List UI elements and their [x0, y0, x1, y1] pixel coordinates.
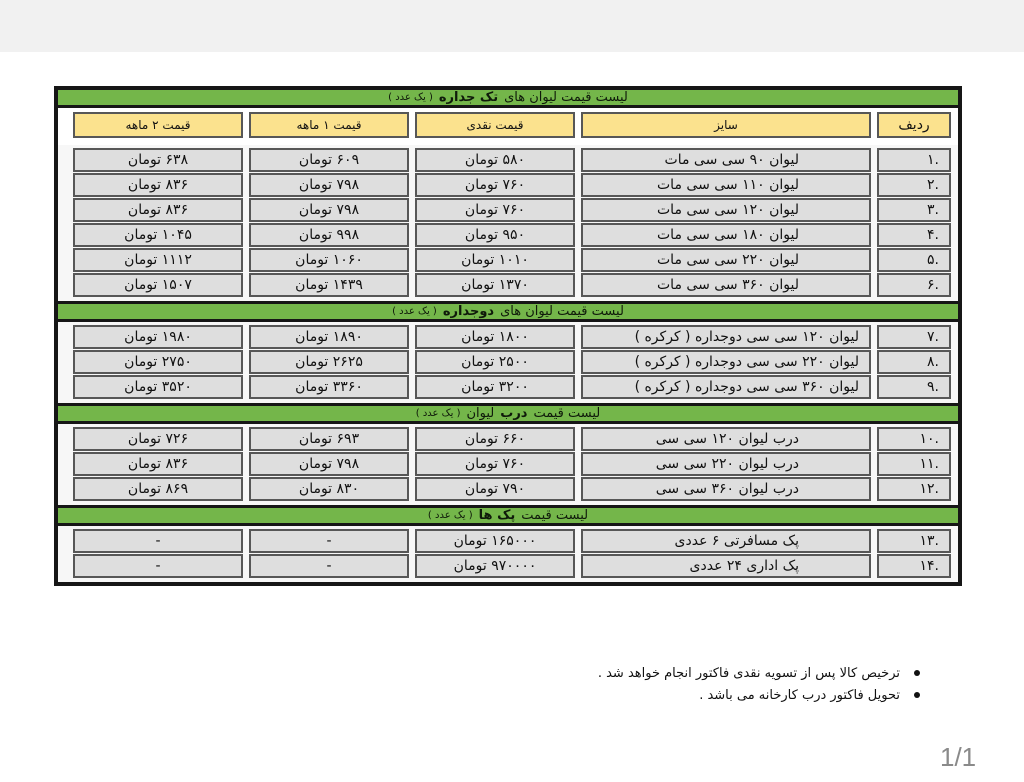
row-two-month-price: ۸۶۹ تومان [73, 477, 243, 501]
row-index: .۱۴ [877, 554, 951, 578]
section-rows-lids [58, 424, 958, 505]
row-cash-price: ۲۵۰۰ تومان [415, 350, 575, 374]
section-title-suffix: لیوان [466, 406, 495, 421]
row-cash-price: ۷۶۰ تومان [415, 173, 575, 197]
table-row [62, 427, 954, 451]
section-title-bold: دوجداره [442, 304, 495, 319]
section-rows-single-wall [58, 145, 958, 301]
row-index: .۵ [877, 248, 951, 272]
section-title: لیست قیمت لیوان های [500, 304, 624, 319]
price-table [54, 86, 962, 586]
row-two-month-price: ۸۳۶ تومان [73, 173, 243, 197]
row-size: لیوان ۱۲۰ سی سی مات [581, 198, 871, 222]
row-two-month-price: ۱۱۱۲ تومان [73, 248, 243, 272]
row-index: .۸ [877, 350, 951, 374]
section-header-double-wall [58, 301, 958, 322]
row-one-month-price: ۲۶۲۵ تومان [249, 350, 409, 374]
bullet-icon [914, 692, 920, 698]
col-header-index: ردیف [877, 112, 951, 138]
section-title-bold: درب [500, 406, 528, 421]
row-two-month-price: ۱۹۸۰ تومان [73, 325, 243, 349]
row-two-month-price: - [73, 554, 243, 578]
row-cash-price: ۵۸۰ تومان [415, 148, 575, 172]
table-row [62, 477, 954, 501]
row-one-month-price: - [249, 554, 409, 578]
col-header-two-months: قیمت ۲ ماهه [73, 112, 243, 138]
col-header-size: سایز [581, 112, 871, 138]
row-size: لیوان ۱۱۰ سی سی مات [581, 173, 871, 197]
viewer-top-bar [0, 0, 1024, 52]
section-title-bold: پک ها [478, 508, 516, 523]
section-unit: ( یک عدد ) [427, 510, 473, 521]
row-one-month-price: ۶۰۹ تومان [249, 148, 409, 172]
table-row [62, 148, 954, 172]
table-row [62, 273, 954, 297]
row-size: درب لیوان ۲۲۰ سی سی [581, 452, 871, 476]
row-cash-price: ۱۳۷۰ تومان [415, 273, 575, 297]
table-row [62, 554, 954, 578]
row-two-month-price: ۱۰۴۵ تومان [73, 223, 243, 247]
row-cash-price: ۷۶۰ تومان [415, 198, 575, 222]
row-one-month-price: ۸۳۰ تومان [249, 477, 409, 501]
section-title: لیست قیمت [533, 406, 601, 421]
row-size: پک اداری ۲۴ عددی [581, 554, 871, 578]
row-two-month-price: ۷۲۶ تومان [73, 427, 243, 451]
row-index: .۱۲ [877, 477, 951, 501]
row-size: لیوان ۱۲۰ سی سی دوجداره ( کرکره ) [581, 325, 871, 349]
row-index: .۹ [877, 375, 951, 399]
row-size: لیوان ۲۲۰ سی سی مات [581, 248, 871, 272]
row-size: درب لیوان ۳۶۰ سی سی [581, 477, 871, 501]
row-index: .۴ [877, 223, 951, 247]
row-index: .۲ [877, 173, 951, 197]
row-cash-price: ۱۸۰۰ تومان [415, 325, 575, 349]
row-index: .۱ [877, 148, 951, 172]
row-one-month-price: ۷۹۸ تومان [249, 452, 409, 476]
row-index: .۶ [877, 273, 951, 297]
row-one-month-price: ۶۹۳ تومان [249, 427, 409, 451]
note-text: ترخیص کالا پس از تسویه نقدی فاکتور انجام خواهد شد . [597, 665, 900, 681]
row-size: درب لیوان ۱۲۰ سی سی [581, 427, 871, 451]
section-unit: ( یک عدد ) [415, 408, 461, 419]
row-one-month-price: ۱۴۳۹ تومان [249, 273, 409, 297]
row-cash-price: ۷۹۰ تومان [415, 477, 575, 501]
col-header-one-month: قیمت ۱ ماهه [249, 112, 409, 138]
table-row [62, 223, 954, 247]
row-cash-price: ۱۶۵۰۰۰ تومان [415, 529, 575, 553]
row-two-month-price: ۸۳۶ تومان [73, 198, 243, 222]
row-one-month-price: ۷۹۸ تومان [249, 198, 409, 222]
row-size: لیوان ۹۰ سی سی مات [581, 148, 871, 172]
section-header-lids [58, 403, 958, 424]
section-unit: ( یک عدد ) [392, 306, 437, 317]
row-one-month-price: ۱۰۶۰ تومان [249, 248, 409, 272]
row-size: لیوان ۲۲۰ سی سی دوجداره ( کرکره ) [581, 350, 871, 374]
row-two-month-price: ۸۳۶ تومان [73, 452, 243, 476]
table-row [62, 452, 954, 476]
list-item [560, 662, 920, 684]
row-cash-price: ۶۶۰ تومان [415, 427, 575, 451]
row-index: .۷ [877, 325, 951, 349]
row-index: .۱۱ [877, 452, 951, 476]
page-indicator: 1/1 [940, 742, 977, 772]
section-header-packs [58, 505, 958, 526]
table-row [62, 529, 954, 553]
table-row [62, 325, 954, 349]
row-size: لیوان ۳۶۰ سی سی مات [581, 273, 871, 297]
row-size: لیوان ۱۸۰ سی سی مات [581, 223, 871, 247]
row-one-month-price: - [249, 529, 409, 553]
row-two-month-price: - [73, 529, 243, 553]
table-row [62, 350, 954, 374]
row-index: .۱۳ [877, 529, 951, 553]
table-row [62, 173, 954, 197]
row-cash-price: ۷۶۰ تومان [415, 452, 575, 476]
row-cash-price: ۳۲۰۰ تومان [415, 375, 575, 399]
row-two-month-price: ۶۳۸ تومان [73, 148, 243, 172]
row-index: .۱۰ [877, 427, 951, 451]
table-row [62, 375, 954, 399]
row-two-month-price: ۳۵۲۰ تومان [73, 375, 243, 399]
section-header-single-wall [58, 90, 958, 108]
section-title: لیست قیمت لیوان های [504, 90, 628, 105]
row-one-month-price: ۳۳۶۰ تومان [249, 375, 409, 399]
row-size: لیوان ۳۶۰ سی سی دوجداره ( کرکره ) [581, 375, 871, 399]
table-row [62, 248, 954, 272]
footnotes [560, 662, 920, 706]
row-index: .۳ [877, 198, 951, 222]
row-cash-price: ۹۷۰۰۰۰ تومان [415, 554, 575, 578]
column-header-row [58, 108, 958, 144]
section-rows-packs [58, 526, 958, 582]
section-title-bold: تک جداره [438, 90, 499, 105]
row-cash-price: ۱۰۱۰ تومان [415, 248, 575, 272]
table-row [62, 198, 954, 222]
row-cash-price: ۹۵۰ تومان [415, 223, 575, 247]
note-text: تحویل فاکتور درب کارخانه می باشد . [699, 687, 900, 703]
row-one-month-price: ۱۸۹۰ تومان [249, 325, 409, 349]
row-one-month-price: ۹۹۸ تومان [249, 223, 409, 247]
row-one-month-price: ۷۹۸ تومان [249, 173, 409, 197]
bullet-icon [914, 670, 920, 676]
list-item [560, 684, 920, 706]
section-title: لیست قیمت [521, 508, 589, 523]
col-header-cash: قیمت نقدی [415, 112, 575, 138]
row-two-month-price: ۲۷۵۰ تومان [73, 350, 243, 374]
row-size: پک مسافرتی ۶ عددی [581, 529, 871, 553]
row-two-month-price: ۱۵۰۷ تومان [73, 273, 243, 297]
section-unit: ( یک عدد ) [388, 92, 433, 103]
section-rows-double-wall [58, 322, 958, 403]
